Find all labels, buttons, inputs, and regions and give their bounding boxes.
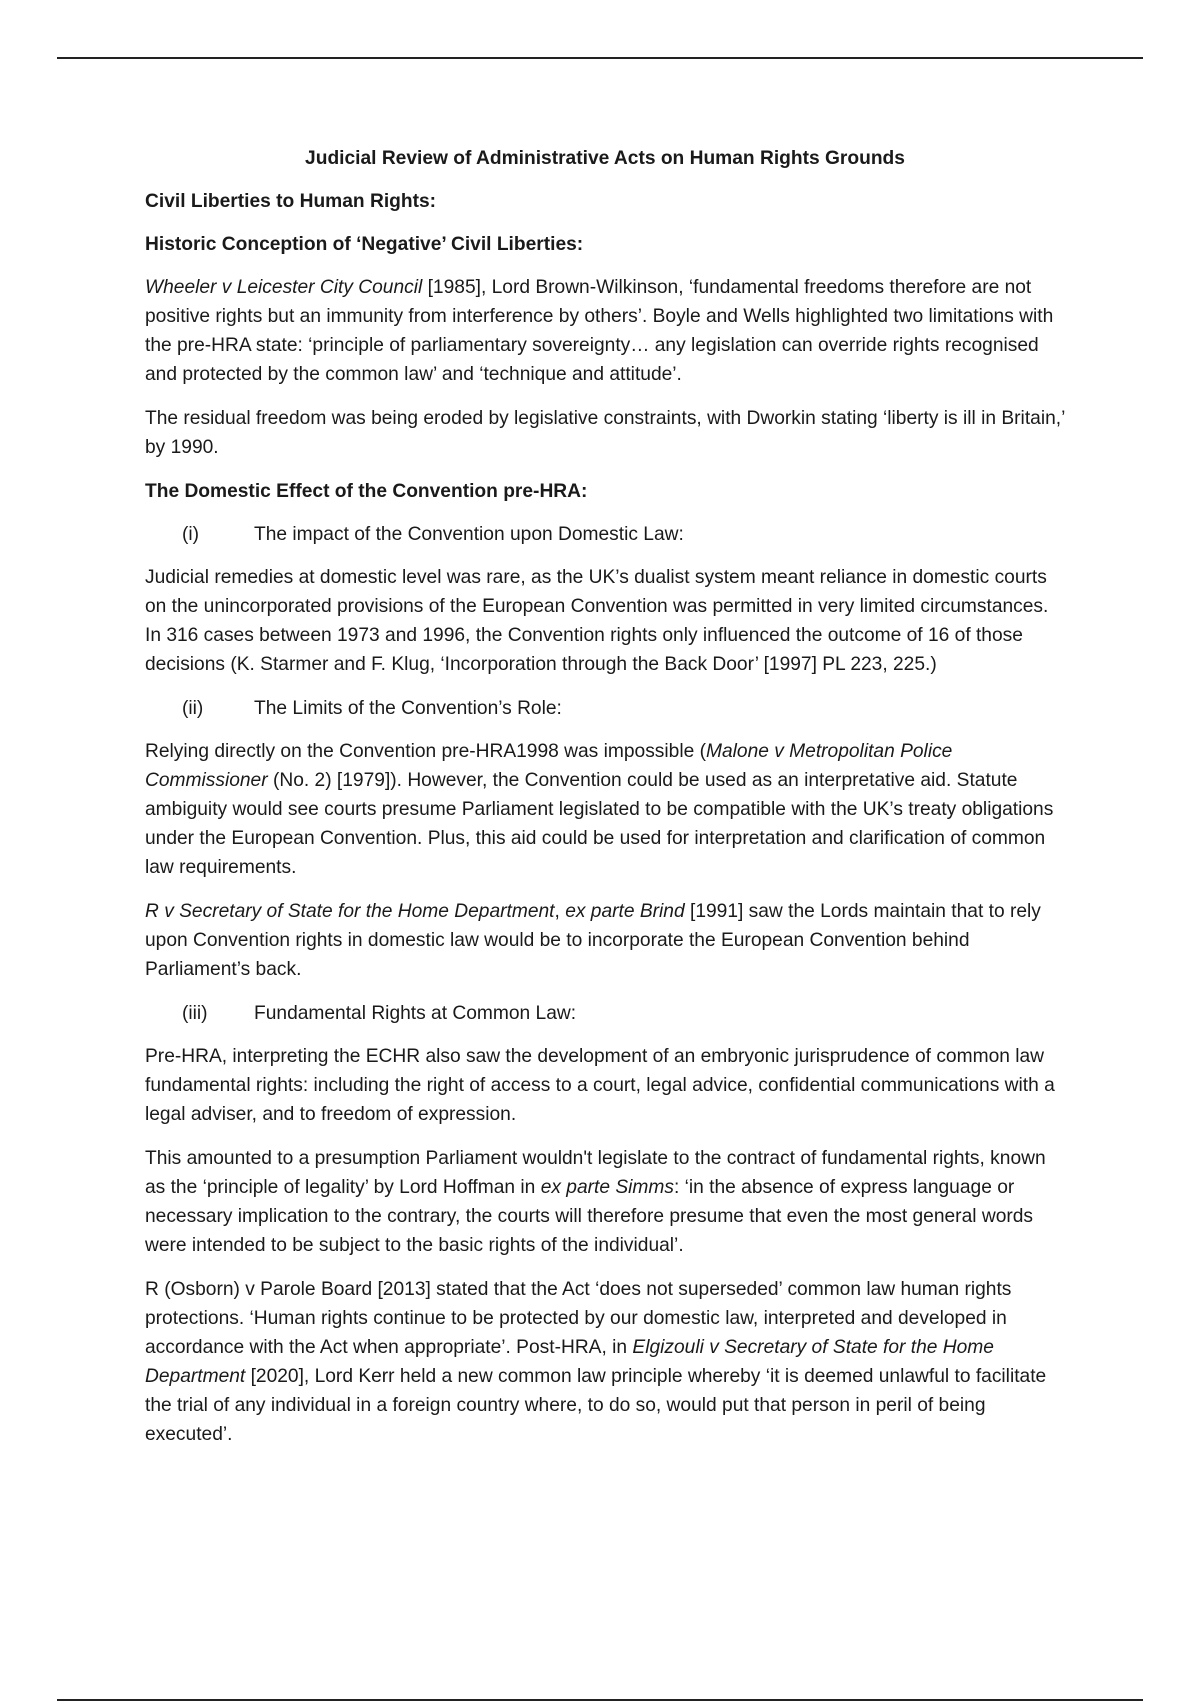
paragraph-text: [1991] saw the Lords maintain that to rely upon Convention rights in domestic law would be to incorporate the European Convention behind Parliament’s back. (145, 901, 1041, 980)
paragraph-text: : ‘in the absence of express language or necessary implication to the contrary, the courts will therefore presume that even the most general words were intended to be subject to the basic rights of the individual’. (145, 1177, 1034, 1256)
item-number: (ii) (182, 698, 204, 719)
case-name: R v Secretary of State for the Home Department (145, 901, 555, 922)
item-label: The Limits of the Convention’s Role: (254, 698, 562, 719)
paragraph-text: Relying directly on the Convention pre-HRA1998 was impossible ( (145, 741, 706, 762)
numbered-subheading-ii (145, 694, 1065, 723)
item-label: Fundamental Rights at Common Law: (254, 1003, 577, 1024)
numbered-subheading-i (145, 520, 1065, 549)
separator: , (554, 901, 566, 922)
paragraph-pre-hra-echr: Pre-HRA, interpreting the ECHR also saw the development of an embryonic jurisprudence of common law fundamental rights: including the right of access to a court, legal advice, confidential communications with a legal adviser, and to freedom of expression. (145, 1046, 1055, 1125)
case-name: Malone v Metropolitan Police Commissioner (145, 741, 953, 791)
paragraph-osborn-elgizouli (145, 1275, 1065, 1449)
paragraph-text: (No. 2) [1979]). However, the Convention could be used as an interpretative aid. Statute ambiguity would see courts presume Parliament legislated to be compatible with the UK’s treaty obligations under the European Convention. Plus, this aid could be used for interpretation and clarification of common law requirements. (145, 770, 1054, 878)
paragraph-judicial-remedies: Judicial remedies at domestic level was rare, as the UK’s dualist system meant reliance in domestic courts on the unincorporated provisions of the European Convention was permitted in very limited circumstances. In 316 cases between 1973 and 1996, the Convention rights only influenced the outcome of 16 of those decisions (K. Starmer and F. Klug, ‘Incorporation through the Back Door’ [1997] PL 223, 225.) (145, 567, 1049, 675)
paragraph-relying-directly (145, 737, 1065, 882)
case-name: Wheeler v Leicester City Council (145, 277, 423, 298)
case-name: ex parte Simms (540, 1177, 674, 1198)
paragraph-text: This amounted to a presumption Parliament wouldn't legislate to the contract of fundamental rights, known as the ‘principle of legality’ by Lord Hoffman in (145, 1148, 1046, 1198)
document-title: Judicial Review of Administrative Acts on Human Rights Grounds (305, 148, 905, 169)
case-name: ex parte Brind (565, 901, 685, 922)
paragraph-principle-of-legality (145, 1144, 1065, 1260)
paragraph-text: [1985], Lord Brown-Wilkinson, ‘fundamental freedoms therefore are not positive rights but an immunity from interference by others’. Boyle and Wells highlighted two limitations with the pre-HRA state: ‘principle of parliamentary sovereignty… any legislation can override rights recognised and protected by the common law’ and ‘technique and attitude’. (145, 277, 1054, 385)
item-label: The impact of the Convention upon Domestic Law: (254, 524, 684, 545)
paragraph-residual-freedom: The residual freedom was being eroded by legislative constraints, with Dworkin stating ‘liberty is ill in Britain,’ by 1990. (145, 408, 1065, 458)
section-heading-civil-liberties: Civil Liberties to Human Rights: (145, 191, 437, 212)
paragraph-text: [2020], Lord Kerr held a new common law principle whereby ‘it is deemed unlawful to facilitate the trial of any individual in a foreign country where, to do so, would put that person in peril of being executed’. (145, 1366, 1047, 1445)
numbered-subheading-iii (145, 999, 1065, 1028)
paragraph-brind (145, 897, 1065, 984)
section-heading-domestic-effect: The Domestic Effect of the Convention pre-HRA: (145, 481, 588, 502)
document-body (145, 144, 1065, 1464)
header-rule (57, 57, 1143, 59)
section-heading-historic-conception: Historic Conception of ‘Negative’ Civil Liberties: (145, 234, 584, 255)
paragraph-wheeler (145, 273, 1065, 389)
paragraph-text: R (Osborn) v Parole Board [2013] stated that the Act ‘does not superseded’ common law human rights protections. ‘Human rights continue to be protected by our domestic law, interpreted and developed in accordance with the Act when appropriate’. Post-HRA, in (145, 1279, 1012, 1358)
item-number: (iii) (182, 1003, 208, 1024)
item-number: (i) (182, 524, 200, 545)
case-name: Elgizouli v Secretary of State for the Home Department (145, 1337, 994, 1387)
